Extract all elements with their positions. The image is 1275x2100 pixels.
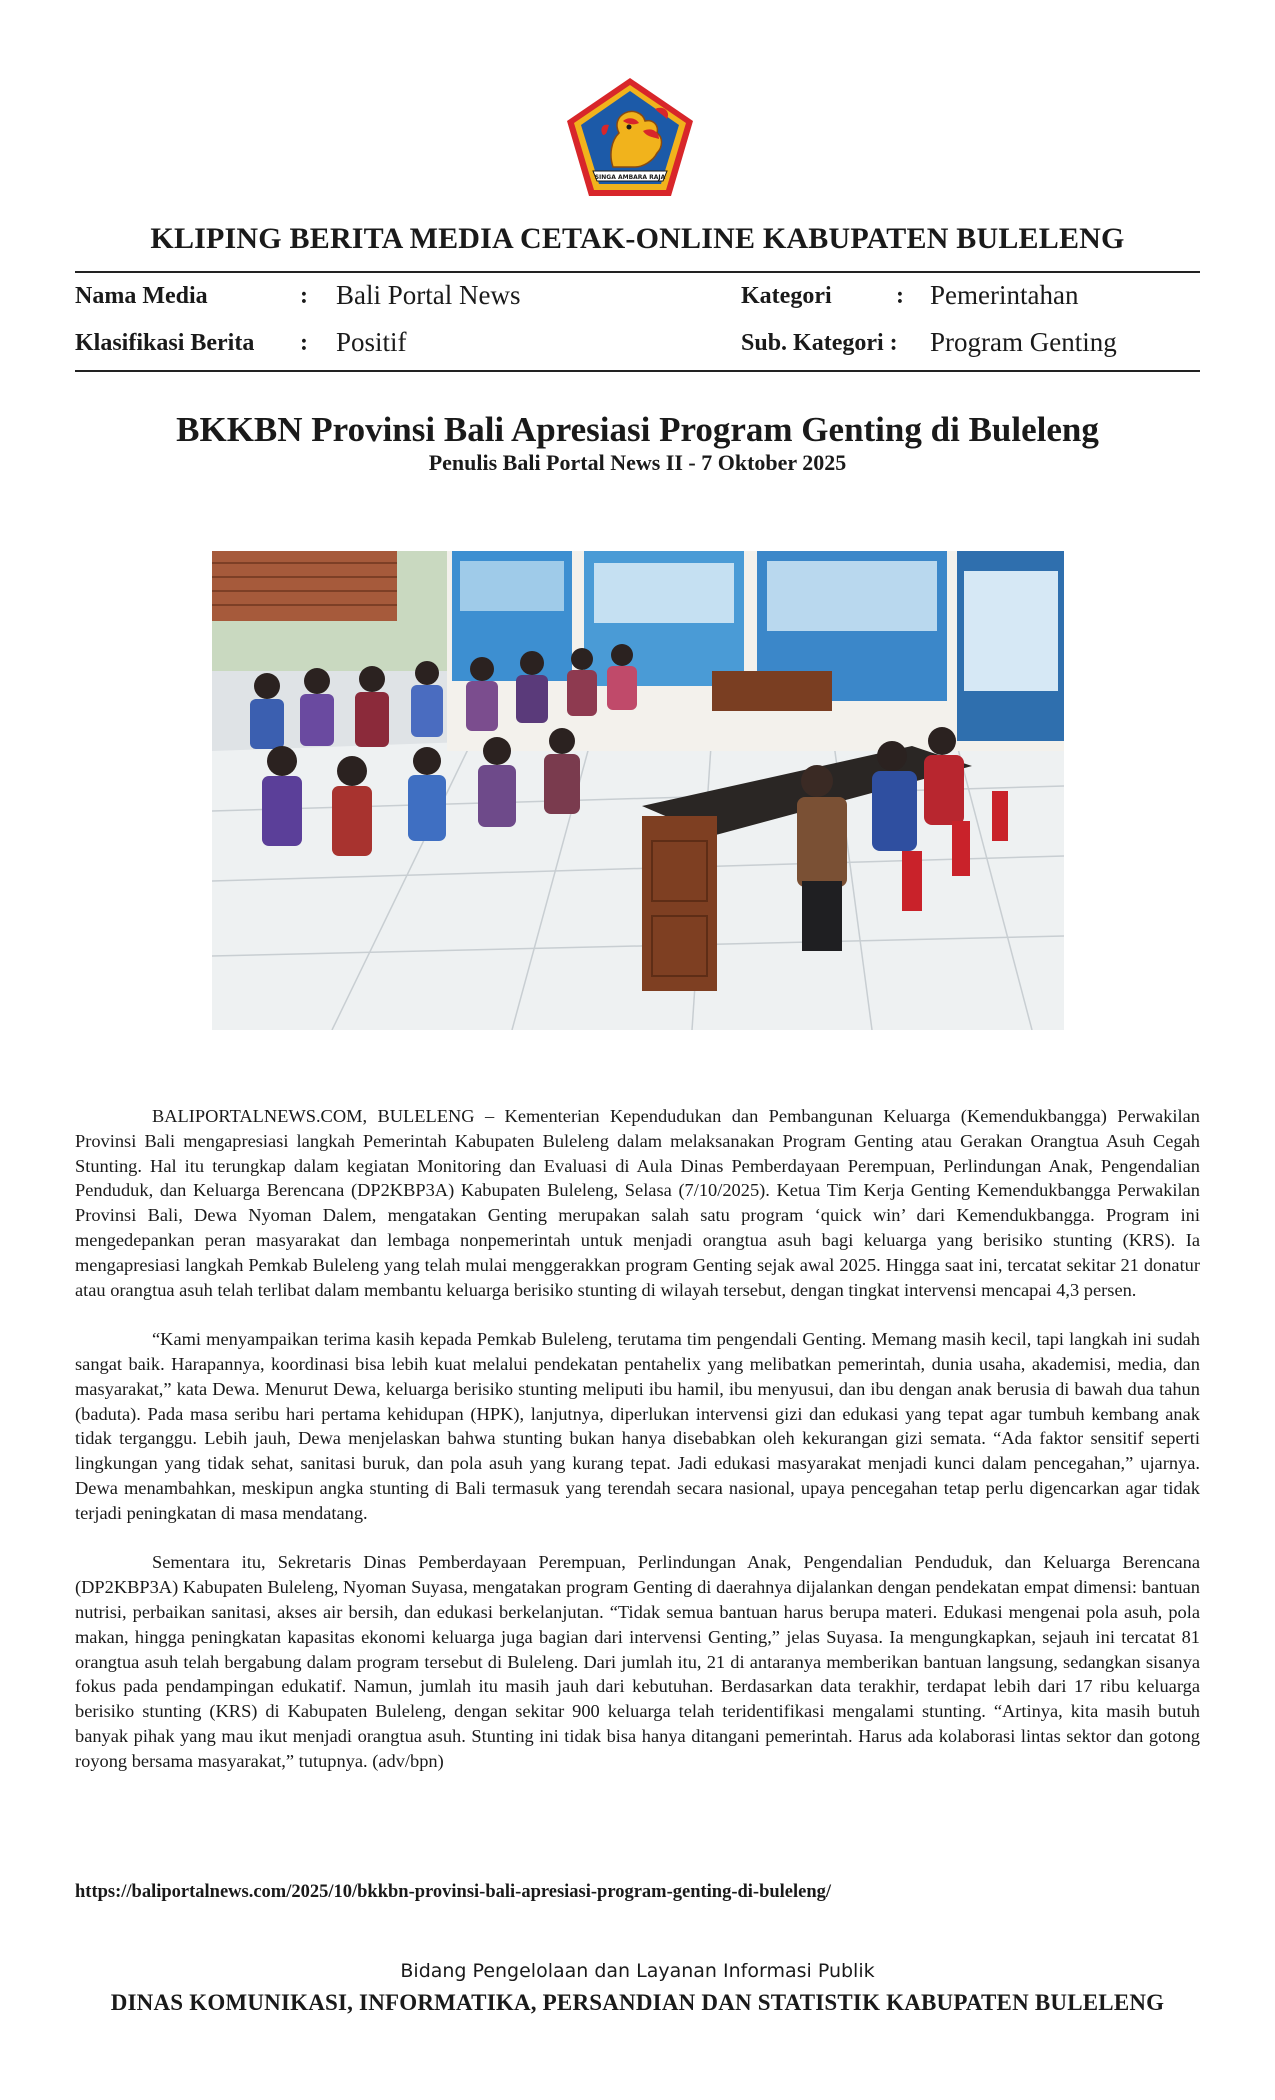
media-name-label: Nama Media (75, 283, 208, 309)
meta-row-media (0, 280, 1275, 320)
article-paragraph: Sementara itu, Sekretaris Dinas Pemberdayaan Perempuan, Perlindungan Anak, Pengendalian Penduduk, dan Keluarga Berencana (DP2KBP3A) Kabupaten Buleleng, Nyoman Suyasa, mengatakan program Genting di daerahnya dijalankan dengan pendekatan empat dimensi: bantuan nutrisi, perbaikan sanitasi, akses air bersih, dan edukasi berkelanjutan. “Tidak semua bantuan harus berupa materi. Edukasi mengenai pola asuh, pola makan, hingga peningkatan kapasitas ekonomi keluarga juga bagian dari intervensi Genting,” jelas Suyasa. Ia mengungkapkan, sejauh ini tercatat 81 orangtua asuh telah bergabung dalam program tersebut di Buleleng. Dari jumlah itu, 21 di antaranya memberikan bantuan langsung, sedangkan sisanya fokus pada pendampingan edukatif. Namun, jumlah itu masih jauh dari kebutuhan. Berdasarkan data terakhir, terdapat lebih dari 17 ribu keluarga berisiko stunting (KRS) di Kabupaten Buleleng, dengan sekitar 900 keluarga telah teridentifikasi mengalami stunting. “Artinya, kita masih butuh banyak pihak yang mau ikut menjadi orangtua asuh. Stunting ini tidak bisa hanya ditangani pemerintah. Harus ada kolaborasi lintas sektor dan gotong royong bersama masyarakat,” tutupnya. (adv/bpn) (75, 1552, 1200, 1771)
media-name-value: Bali Portal News (336, 280, 521, 310)
header-bottom-divider (75, 370, 1200, 372)
regency-logo (563, 75, 697, 199)
category-value: Pemerintahan (930, 280, 1079, 310)
footer-division: Bidang Pengelolaan dan Layanan Informasi Publik (400, 1960, 875, 1982)
classification-label: Klasifikasi Berita (75, 330, 255, 356)
clipping-header-title: KLIPING BERITA MEDIA CETAK-ONLINE KABUPATEN BULELENG (150, 222, 1125, 255)
article-photo (212, 551, 1064, 1030)
article-paragraph: BALIPORTALNEWS.COM, BULELENG – Kementerian Kependudukan dan Pembangunan Keluarga (Kemendukbangga) Perwakilan Provinsi Bali mengapresiasi langkah Pemerintah Kabupaten Buleleng dalam melaksanakan Program Genting atau Gerakan Orangtua Asuh Cegah Stunting. Hal itu terungkap dalam kegiatan Monitoring dan Evaluasi di Aula Dinas Pemberdayaan Perempuan, Perlindungan Anak, Pengendalian Penduduk, dan Keluarga Berencana (DP2KBP3A) Kabupaten Buleleng, Selasa (7/10/2025). Ketua Tim Kerja Genting Kemendukbangga Perwakilan Provinsi Bali, Dewa Nyoman Dalem, mengatakan Genting merupakan salah satu program ‘quick win’ dari Kemendukbangga. Program ini mengedepankan peran masyarakat dan lembaga nonpemerintah untuk menjadi orangtua asuh bagi keluarga yang berisiko stunting (KRS). Ia mengapresiasi langkah Pemkab Buleleng yang telah mulai menggerakkan program Genting sejak awal 2025. Hingga saat ini, tercatat sekitar 21 donatur atau orangtua asuh telah terlibat dalam membantu keluarga berisiko stunting di wilayah tersebut, dengan tingkat intervensi mencapai 4,3 persen. (75, 1106, 1200, 1300)
article-body (75, 1104, 1200, 1798)
logo-motto: SINGA AMBARA RAJA (594, 174, 666, 181)
article-title: BKKBN Provinsi Bali Apresiasi Program Genting di Buleleng (176, 410, 1099, 449)
meta-row-classification (0, 327, 1275, 367)
category-label: Kategori (741, 283, 832, 309)
header-top-divider (75, 271, 1200, 273)
source-link[interactable]: https://baliportalnews.com/2025/10/bkkbn-provinsi-bali-apresiasi-program-genting-di-buleleng/ (75, 1882, 832, 1902)
article-byline: Penulis Bali Portal News II - 7 Oktober 2025 (428, 450, 847, 475)
article-paragraph: “Kami menyampaikan terima kasih kepada Pemkab Buleleng, terutama tim pengendali Genting. Memang masih kecil, tapi langkah ini sudah sangat baik. Harapannya, koordinasi bisa lebih kuat melalui pendekatan pentahelix yang melibatkan pemerintah, dunia usaha, akademisi, media, dan masyarakat,” kata Dewa. Menurut Dewa, keluarga berisiko stunting meliputi ibu hamil, ibu menyusui, dan ibu dengan anak berusia di bawah dua tahun (baduta). Pada masa seribu hari pertama kehidupan (HPK), lanjutnya, diperlukan intervensi gizi dan edukasi yang tepat agar tumbuh kembang anak tidak terganggu. Lebih jauh, Dewa menjelaskan bahwa stunting bukan hanya disebabkan oleh kekurangan gizi semata. “Ada faktor sensitif seperti lingkungan yang tidak sehat, sanitasi buruk, dan pola asuh yang kurang tepat. Jadi edukasi masyarakat menjadi kunci dalam pencegahan,” ujarnya. Dewa menambahkan, meskipun angka stunting di Bali termasuk yang terendah secara nasional, upaya pencegahan tetap perlu digencarkan agar tidak terjadi peningkatan di masa mendatang. (75, 1329, 1200, 1523)
sub-category-label: Sub. Kategori : (741, 330, 898, 356)
sub-category-value: Program Genting (930, 327, 1117, 357)
singa-ambara-raja-emblem-icon (563, 75, 697, 199)
classification-value: Positif (336, 327, 407, 357)
media-name-colon: : (300, 283, 308, 309)
classification-colon: : (300, 330, 308, 356)
category-colon: : (896, 283, 904, 309)
footer-agency: DINAS KOMUNIKASI, INFORMATIKA, PERSANDIAN DAN STATISTIK KABUPATEN BULELENG (110, 1990, 1165, 2015)
